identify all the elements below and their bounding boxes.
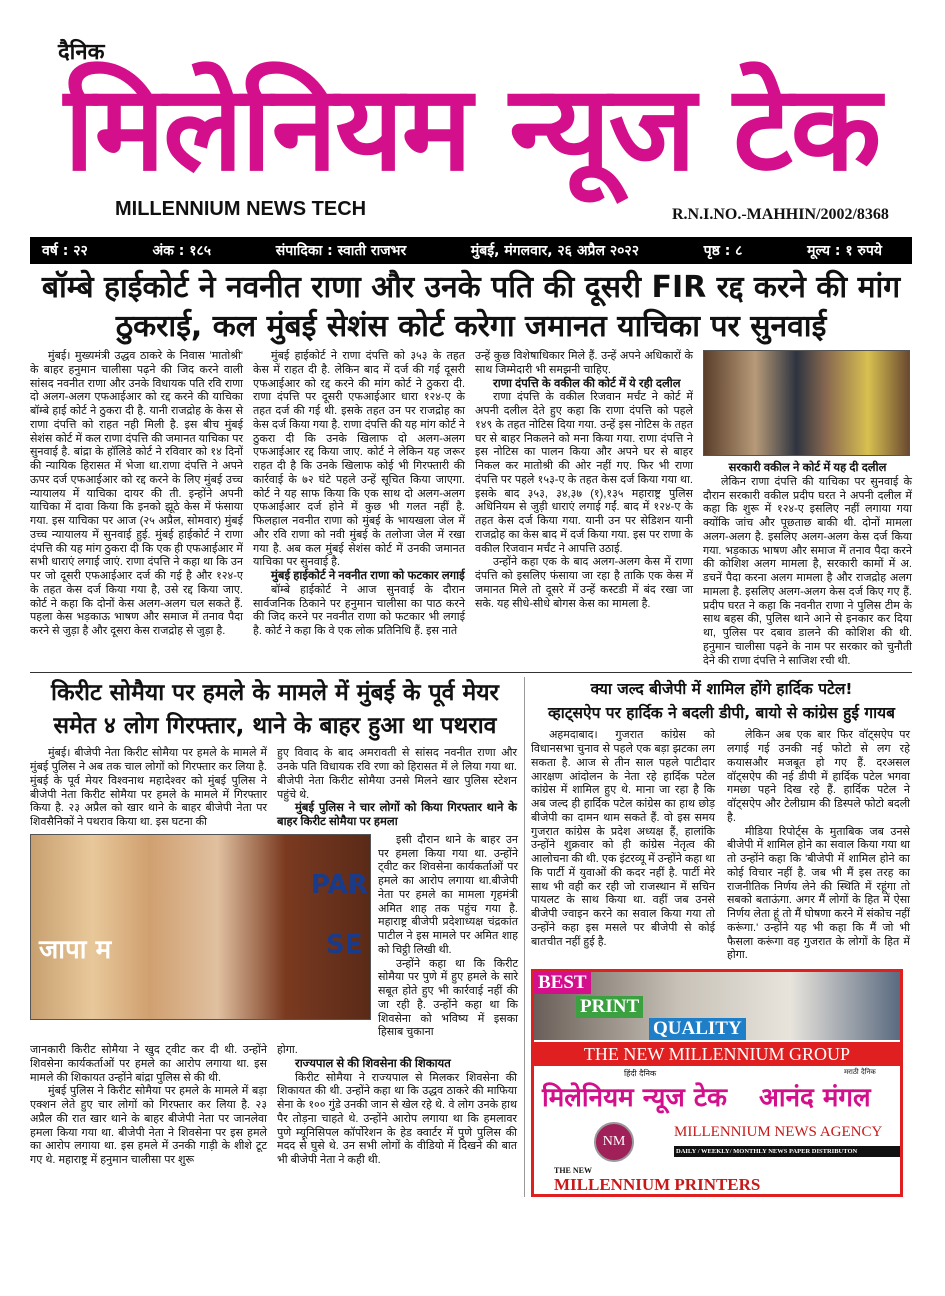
issue: अंक : १८५	[152, 243, 212, 259]
article1-col4	[703, 350, 912, 668]
dateline: मुंबई, मंगलवार, २६ अप्रैल २०२२	[470, 243, 639, 259]
paragraph: मुंबई पुलिस ने किरीट सोमैया पर हमले के मामले में बड़ा एक्शन लेते हुए चार लोगों को गिरफ्तार कर लिया है. २३ अप्रैल की रात खार थाने के बाहर बीजेपी नेता पर जानलेवा हमला किया गया था. बीजेपी नेता ने शिवसेना पर इस हमले का आरोप लगाया था. इस हमले में उनकी गाड़ी के शीशे टूट गए थे. महाराष्ट्र में हनुमान चालीसा पर शुरू	[30, 1085, 267, 1166]
column-divider	[524, 677, 525, 1197]
ad-agency-tag: DAILY / WEEKLY/ MONTHLY NEWS PAPER DISTRIBUTON	[674, 1146, 900, 1157]
article1-col2	[253, 350, 465, 639]
subheading: सरकारी वकील ने कोर्ट में यह दी दलील	[728, 462, 887, 474]
article1-headline: बॉम्बे हाईकोर्ट ने नवनीत राणा और उनके पति की दूसरी FIR रद्द करने की मांग ठुकराई, कल मुंबई सेशंस कोर्ट करेगा जमानत याचिका पर सुनवाई	[41, 270, 901, 344]
article2-bottom	[30, 1044, 520, 1168]
article2-top	[30, 747, 520, 830]
article2-col1b	[30, 1044, 267, 1168]
paragraph: उन्हें कुछ विशेषाधिकार मिले हैं. उन्हें अपने अधिकारों के साथ जिम्मेदारी भी समझनी चाहिए.	[475, 350, 693, 376]
ad-printers: MILLENNIUM PRINTERS	[554, 1175, 761, 1194]
kirit-somaiya-photo	[30, 834, 371, 1020]
article2-col1a	[30, 747, 267, 830]
article1-col3	[475, 350, 693, 611]
photo-banner-text: जापा म	[39, 934, 112, 965]
paragraph: लेकिन राणा दंपत्ति की याचिका पर सुनवाई के दौरान सरकारी वकील प्रदीप घरत ने अपनी दलील में कहा कि शुरू में १२४-ए इसलिए नहीं लगाया गया क्योंकि जांच और पूछताछ बाकी थी. दोनों मामला अलग-अलग है. इसलिए अलग-अलग केस दर्ज किया गया. भड़काऊ भाषण और समाज में तनाव पैदा करने की कोशिश अलग मामला है, सरकारी कामों में अ. डचनें पैदा करना अलग मामला है और राजद्रोह अलग मामला है. इसलिए अलग-अलग केस दर्ज किए गए हैं. प्रदीप घरत ने कहा कि नवनीत राणा ने पुलिस टीम के साथ बहस की, पुलिस थाने आने से इनकार कर दिया था, पुलिस पर दबाव डालने की कोशिश की थी. हनुमान चालीसा पढ़ने के नाम पर सरकार को चुनौती देने की राणा दंपत्ति ने साजिश रची थी.	[703, 475, 912, 667]
photo-banner-text: SE	[326, 929, 363, 960]
paragraph: अहमदाबाद। गुजरात कांग्रेस को विधानसभा चुनाव से पहले एक बड़ा झटका लग सकता है. आज से तीन साल पहले पाटीदार आरक्षण आंदोलन के नेता रहे हार्दिक पटेल कांग्रेस में शामिल हुए थे. माना जा रहा है कि अब जल्द ही हार्दिक पटेल कांग्रेस का हाथ छोड़ बीजेपी का दामन थाम सकते हैं. वो इस समय गुजरात कांग्रेस के प्रदेश अध्यक्ष हैं, हालांकि उन्होंने शुक्रवार को ही कांग्रेस नेतृत्व की आलोचना की थी. एक इंटरव्यू में उन्होंने कहा था कि पार्टी में युवाओं की कदर नहीं है. पार्टी मेरे साथ भी वही कर रही जो राजस्थान में सचिन पायलट के साथ किया था. वहीं जब उनसे बीजेपी ज्वाइन करने का सवाल किया गया तो उन्होंने कहा इस मसले पर बीजेपी से कोई बातचीत नहीं हुई है.	[531, 729, 715, 948]
editor: संपादिका : स्वाती राजभर	[275, 243, 407, 259]
subheading: राणा दंपत्ति के वकील की कोर्ट में ये रही दलील	[493, 377, 681, 390]
divider	[30, 672, 912, 673]
paragraph: मुंबई। बीजेपी नेता किरीट सोमैया पर हमले के मामले में मुंबई पुलिस ने अब तक चाल लोगों को गिरफ्तार कर लिया है. मुंबई के पूर्व मेयर विश्वनाथ महादेश्वर को मुंबई पुलिस ने बीजेपी नेता किरीट सोमैया पर हमले के मामले में गिरफ्तार किया है. २३ अप्रैल को खार थाने के बाहर बीजेपी नेता पर शिवसैनिकों ने पथराव किया था. इस घटना की	[30, 747, 267, 828]
printers-advertisement	[531, 969, 903, 1197]
article3-col1	[531, 729, 715, 949]
article2-col2c	[277, 1044, 517, 1168]
masthead	[30, 0, 912, 237]
rni-number: R.N.I.NO.-MAHHIN/2002/8368	[672, 206, 889, 223]
paragraph: इसी दौरान थाने के बाहर उन पर हमला किया गया था. उन्होंने ट्वीट कर शिवसेना कार्यकर्ताओं पर हमले का आरोप लगाया था.बीजेपी नेता पर हमले का मामला गृहमंत्री अमित शाह तक पहुंच गया है. महाराष्ट्र बीजेपी प्रदेशाध्यक्ष चंद्रकांत पाटील ने इस मामले पर अमित शाह को चिट्ठी लिखी थी.	[378, 833, 518, 956]
ad-paper1: मिलेनियम न्यूज टेक	[542, 1083, 727, 1113]
paragraph: लेकिन अब एक बार फिर वॉट्सऐप पर लगाई गई उनकी नई फोटो से लग रहे कयासऔर मजबूत हो गए हैं. दरअसल वॉट्सऐप की नई डीपी में हार्दिक पटेल भगवा गमछा पहने दिख रहे हैं. हार्दिक पटेल ने वॉट्सऐप और टेलीग्राम की डिस्पले फोटो बदली है.	[727, 729, 910, 824]
article3-headline	[531, 677, 912, 725]
subheading: मुंबई पुलिस ने चार लोगों को किया गिरफ्तार थाने के बाहर किरीट सोमैया पर हमला	[277, 802, 517, 828]
ad-marathi-label: मराठी दैनिक	[844, 1068, 876, 1076]
article3-col2	[727, 729, 910, 963]
subheading: राज्यपाल से की शिवसेना की शिकायत	[295, 1057, 451, 1070]
article2	[30, 677, 520, 1168]
headline-line: व्हाट्सऐप पर हार्दिक ने बदली डीपी, बायो से कांग्रेस हुई गायब	[547, 704, 896, 723]
paragraph: उन्होंने कहा एक के बाद अलग-अलग केस में राणा दंपत्ति को इसलिए फंसाया जा रहा है ताकि एक केस में जमानत मिले तो दूसरे में उन्हें कस्टडी में बंद रखा जा सके. यह सीधे-सीधे बोगस केस का मामला है.	[475, 556, 693, 610]
logo-text: NM	[602, 1134, 626, 1149]
ad-paper2: आनंद मंगल	[759, 1083, 871, 1113]
article2-col2b	[378, 834, 518, 1040]
article2-headline: किरीट सोमैया पर हमले के मामले में मुंबई के पूर्व मेयर समेत ४ लोग गिरफ्तार, थाने के बाहर हुआ था पथराव	[51, 680, 499, 740]
masthead-daily: दैनिक	[58, 40, 105, 65]
ad-hindi-label: हिंदी दैनिक	[624, 1069, 657, 1078]
headline-line: क्या जल्द बीजेपी में शामिल होंगे हार्दिक पटेल!	[590, 680, 853, 699]
paragraph: उन्होंने कहा था कि किरीट सोमैया पर पुणे में हुए हमले के सारे सबूत होते हुए भी कार्रवाई नहीं की जा रही है. उन्होंने कहा था कि शिवसेना को भविष्य में इसका हिसाब चुकाना	[378, 957, 518, 1039]
article3	[531, 677, 912, 1197]
paragraph: मुंबई हाईकोर्ट ने राणा दंपत्ति को ३५३ के तहत केस में राहत दी है. लेकिन बाद में दर्ज की गई दूसरी एफआईआर को रद्द करने की मांग कोर्ट ने ठुकरा दी. राणा दंपत्ति पर दूसरी एफआईआर धारा १२४-ए के तहत दर्ज की गई थी. इसके तहत उन पर राजद्रोह का केस दर्ज किया गया है. राणा दंपत्ति की यह मांग कोर्ट ने ठुकरा दी कि उनके खिलाफ दो अलग-अलग एफआईआर रद्द किया जाए. कोर्ट ने लेकिन यह जरूर राहत दी है कि उनके खिलाफ कोई भी गिरफ्तारी की कार्रवाई के ७२ घंटे पहले उन्हें सूचित किया जाएगा. कोर्ट ने यह साफ किया कि एक साथ दो अलग-अलग एफआईआर दर्ज होने में कुछ भी गलत नहीं है. फिलहाल नवनीत राणा को मुंबई के भायखला जेल में और रवि राणा को नवी मुंबई के तलोजा जेल में रखा गया है. अब कल मुंबई सेशंस कोर्ट में उनकी जमानत याचिका पर सुनवाई है.	[253, 350, 465, 569]
pages: पृष्ठ : ८	[703, 243, 743, 259]
price: मूल्य : १ रुपये	[807, 243, 882, 259]
paragraph: मीडिया रिपोर्ट्स के मुताबिक जब उनसे बीजेपी में शामिल होने का सवाल किया गया था तो उन्होंने कहा कि 'बीजेपी में शामिल होने का कोई विचार नहीं है. जब भी मैं इस तरह का राजनीतिक निर्णय लेने की स्थिति में रहूंगा तो सबको बताऊंगा. अगर मैं लोगों के हित में ऐसा निर्णय लेता हूं तो मैं घोषणा करने में संकोच नहीं करूंगा.' उन्होंने यह भी कहा कि मैं जो भी फैसला करूंगा वह गुजरात के लोगों के हित में होगा.	[727, 825, 910, 962]
paragraph: हुए विवाद के बाद अमरावती से सांसद नवनीत राणा और उनके पति विधायक रवि रणा को हिरासत में ले लिया गया था. बीजेपी नेता किरीट सोमैया उनसे मिलने खार पुलिस स्टेशन पहुंचे थे.	[277, 747, 517, 801]
ad-agency: MILLENNIUM NEWS AGENCY	[674, 1124, 883, 1140]
paragraph: किरीट सोमैया ने राज्यपाल से मिलकर शिवसेना की शिकायत की थी. उन्होंने कहा था कि उद्धव ठाकरे की माफिया सेना के १०० गुंडे उनकी जान से खेल रहे थे. वे लोग उनके हाथ पैर तोड़ना चाहते थे. उन्होंने आरोप लगाया था कि हमलावर पुणे म्यूनिसिपल कॉर्पोरेशन के हेड क्वार्टर में पुणे पुलिस की मदद से घुसे थे. उन सभी लोगों के वीडियो में दिखने की बात भी बीजेपी नेता ने कही थी.	[277, 1071, 517, 1166]
masthead-title: मिलेनियम न्यूज टेक	[64, 59, 880, 197]
ad-tag-print: PRINT	[576, 996, 643, 1018]
photo-banner-text: PAR	[311, 869, 368, 900]
article2-col2a	[277, 747, 517, 830]
printers-logo	[594, 1122, 634, 1162]
subheading: मुंबई हाईकोर्ट ने नवनीत राणा को फटकार लगाई	[271, 570, 465, 582]
info-bar	[30, 237, 912, 264]
ad-tag-best: BEST	[534, 972, 591, 994]
paragraph: राणा दंपत्ति के वकील रिजवान मर्चंट ने कोर्ट में अपनी दलील देते हुए कहा कि राणा दंपत्ति को पहले १४९ के तहत नोटिस दिया गया. उन्हें इस नोटिस के तहत घर से बाहर निकलने को मना किया गया. राणा दंपत्ति ने इस नोटिस का पालन किया और अपने घर से बाहर निकल कर मातोश्री की ओर नहीं गए. फिर भी राणा दंपत्ति पर पहले १५३-ए के तहत केस दर्ज किया गया था. इसके बाद ३५३, ३४,३७ (१),१३५ महाराष्ट्र पुलिस अधिनियम से जुड़ी धाराएं लगाई गईं. बाद में १२४-ए के तहत केस दर्ज किया गया. यानी उन पर सेडिशन यानी राजद्रोह का केस बाद में दर्ज किया गया. इस पर राणा के वकील रिजवान मर्चंट ने आपत्ति उठाई.	[475, 391, 693, 555]
paragraph: मुंबई। मुख्यमंत्री उद्धव ठाकरे के निवास 'मातोश्री' के बाहर हनुमान चालीसा पढ़ने की जिद करने वाली सांसद नवनीत राणा और उनके विधायक पति रवि राणा दो अलग-अलग एफआईआर को रद्द करने की याचिका बॉम्बे हाई कोर्ट ने ठुकरा दी है. यानी राजद्रोह के केस से राणा दंपत्ति को राहत नही मिली है. इस बीच मुंबई सेशंस कोर्ट में कल राणा दंपत्ति की जमानत याचिका पर सुनवाई है. बांद्रा के हॉलिडे कोर्ट ने रविवार को १४ दिनों की न्यायिक हिरासत में भेजा था.राणा दंपत्ति ने अपने ऊपर दर्ज एफआईआर को रद्द करने के लिए मुंबई उच्च न्यायालय में याचिका दायर की ती. इन्होंने अपनी याचिका में दावा किया कि इनको झूठे केस में फंसाया गया. इस याचिका पर आज (२५ अप्रैल, सोमवार) मुंबई उच्च न्यायालय में सुनवाई हुई. मुंबई हाईकोर्ट ने राणा दंपत्ति की यह मांग ठुकरा दी कि एक ही एफआईआर में सभी धाराएं लगाई जाएं. राणा दंपत्ति ने कहा था कि उन पर जो दूसरी एफआईआर दर्ज की गई है और १२४-ए के तहत केस दर्ज किया गया है, उसे रद्द किया जाए. कोर्ट ने कहा कि दोनों केस अलग-अलग चल सकते हैं. पहला केस भड़काऊ भाषण और समाज में तनाव पैदा करने से जुड़ा है और दूसरा केस राजद्रोह से जुड़ा है.	[30, 350, 243, 637]
ad-tag-quality: QUALITY	[649, 1018, 746, 1040]
article2-middle	[30, 834, 520, 1040]
article3-body	[531, 729, 912, 963]
masthead-english: MILLENNIUM NEWS TECH	[115, 198, 367, 220]
article1-body	[30, 350, 912, 668]
paragraph: बॉम्बे हाईकोर्ट ने आज सुनवाई के दौरान सार्वजनिक ठिकाने पर हनुमान चालीसा का पाठ करने की जिद करने पर नवनीत राणा को फटकार भी लगाई है. कोर्ट ने कहा कि वे एक लोक प्रतिनिधि हैं. इस नाते	[253, 583, 465, 637]
year: वर्ष : २२	[42, 243, 88, 259]
paragraph: जानकारी किरीट सोमैया ने खुद ट्वीट कर दी थी. उन्होंने शिवसेना कार्यकर्ताओं पर हमले का आरोप लगाया था. इस मामले की शिकायत उन्होंने बांद्रा पुलिस से की थी.	[30, 1044, 267, 1084]
ad-the-new: THE NEW	[554, 1166, 593, 1175]
couple-photo	[703, 350, 910, 456]
paragraph: होगा.	[277, 1044, 298, 1056]
lower-section	[30, 677, 912, 1197]
ad-group-name: THE NEW MILLENNIUM GROUP	[534, 1042, 900, 1066]
article1-col1	[30, 350, 243, 639]
